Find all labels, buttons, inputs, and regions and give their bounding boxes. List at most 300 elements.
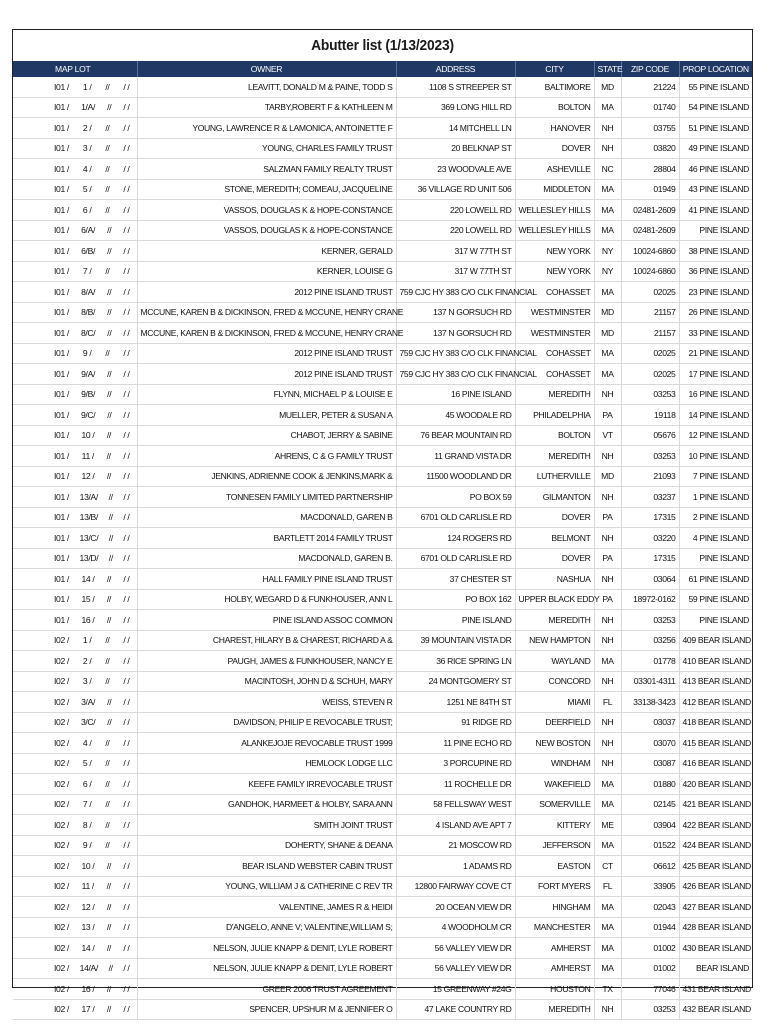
cell-state: MA [594,958,621,979]
cell-address: 1 ADAMS RD [396,856,515,877]
sub-lot-separator: // [105,758,110,769]
cell-zip: 21093 [621,466,679,487]
cell-address: 20 OCEAN VIEW DR [396,897,515,918]
cell-address: 16 PINE ISLAND [396,384,515,405]
sub-lot-separator: // [107,696,112,707]
lot-number: 13/C/ [79,532,99,543]
unit-separator: / / [123,635,130,646]
cell-zip: 03220 [621,528,679,549]
cell-map-lot [13,159,137,180]
cell-map-lot [13,794,137,815]
map-number: I02 / [54,717,69,728]
cell-owner: 2012 PINE ISLAND TRUST [137,343,396,364]
cell-owner: GANDHOK, HARMEET & HOLBY, SARA ANN [137,794,396,815]
cell-zip: 05676 [621,425,679,446]
cell-owner: NELSON, JULIE KNAPP & DENIT, LYLE ROBERT [137,938,396,959]
map-number: I02 / [54,758,69,769]
table-row [13,958,752,979]
cell-address: 36 RICE SPRING LN [396,651,515,672]
cell-owner: 2012 PINE ISLAND TRUST [137,282,396,303]
cell-address: 6701 OLD CARLISLE RD [396,507,515,528]
cell-city: BOLTON [515,97,594,118]
lot-number: 14 / [81,942,95,953]
cell-city: AMHERST [515,938,594,959]
cell-zip: 02025 [621,364,679,385]
sub-lot-separator: // [106,573,111,584]
map-number: I02 / [54,840,69,851]
cell-prop-location: PINE ISLAND [679,548,752,569]
map-number: I01 / [54,122,69,133]
cell-map-lot [13,692,137,713]
table-row [13,97,752,118]
lot-number: 7 / [82,266,92,277]
cell-city: AMHERST [515,958,594,979]
sub-lot-separator: // [107,102,112,113]
cell-map-lot [13,487,137,508]
cell-prop-location: 1 PINE ISLAND [679,487,752,508]
cell-map-lot [13,548,137,569]
cell-address: 137 N GORSUCH RD [396,302,515,323]
cell-owner: SALZMAN FAMILY REALTY TRUST [137,159,396,180]
cell-prop-location: 14 PINE ISLAND [679,405,752,426]
lot-number: 16 / [81,614,95,625]
map-number: I01 / [54,225,69,236]
cell-address: 6701 OLD CARLISLE RD [396,548,515,569]
cell-state: NH [594,610,621,631]
cell-owner: YOUNG, LAWRENCE R & LAMONICA, ANTOINETTE F [137,118,396,139]
cell-prop-location: 422 BEAR ISLAND [679,815,752,836]
cell-prop-location: BEAR ISLAND [679,958,752,979]
map-number: I01 / [54,245,69,256]
cell-zip: 03301-4311 [621,671,679,692]
lot-number: 6 / [82,778,92,789]
cell-owner: HOLBY, WEGARD D & FUNKHOUSER, ANN L [137,589,396,610]
table-row [13,302,752,323]
table-row [13,794,752,815]
sub-lot-separator: // [106,881,111,892]
cell-map-lot [13,856,137,877]
table-row [13,774,752,795]
unit-separator: / / [123,922,130,933]
cell-address: 11 PINE ECHO RD [396,733,515,754]
cell-map-lot [13,200,137,221]
cell-city: BELMONT [515,528,594,549]
cell-zip: 33138-3423 [621,692,679,713]
cell-zip: 01522 [621,835,679,856]
cell-zip: 03253 [621,610,679,631]
cell-map-lot [13,589,137,610]
cell-zip: 01949 [621,179,679,200]
unit-separator: / / [123,409,130,420]
sub-lot-separator: // [105,81,110,92]
map-number: I01 / [54,81,69,92]
map-number: I01 / [54,286,69,297]
cell-state: NH [594,712,621,733]
cell-city: WESTMINSTER [515,302,594,323]
cell-zip: 33905 [621,876,679,897]
unit-separator: / / [123,327,130,338]
lot-number: 17 / [81,1004,95,1015]
cell-address: 37 CHESTER ST [396,569,515,590]
cell-map-lot [13,282,137,303]
table-row [13,466,752,487]
cell-map-lot [13,138,137,159]
cell-state: MD [594,302,621,323]
unit-separator: / / [123,491,130,502]
map-number: I01 / [54,553,69,564]
cell-prop-location: 424 BEAR ISLAND [679,835,752,856]
table-row [13,999,752,1020]
cell-state: NH [594,446,621,467]
cell-state: VT [594,425,621,446]
cell-zip: 01944 [621,917,679,938]
cell-city: MEREDITH [515,446,594,467]
unit-separator: / / [123,286,130,297]
lot-number: 9 / [82,840,92,851]
cell-city: GILMANTON [515,487,594,508]
table-header-row [13,61,752,77]
cell-address: PO BOX 162 [396,589,515,610]
cell-state: NC [594,159,621,180]
lot-number: 9/A/ [81,368,96,379]
cell-prop-location: 421 BEAR ISLAND [679,794,752,815]
cell-city: DEERFIELD [515,712,594,733]
cell-zip: 03755 [621,118,679,139]
lot-number: 1 / [82,635,92,646]
cell-owner: TONNESEN FAMILY LIMITED PARTNERSHIP [137,487,396,508]
cell-state: MA [594,835,621,856]
cell-zip: 02145 [621,794,679,815]
lot-number: 8/B/ [81,307,96,318]
unit-separator: / / [123,799,130,810]
map-number: I02 / [54,942,69,953]
lot-number: 7 / [82,799,92,810]
sub-lot-separator: // [108,963,113,974]
unit-separator: / / [123,143,130,154]
unit-separator: / / [123,348,130,359]
lot-number: 11 / [81,450,94,461]
cell-prop-location: 418 BEAR ISLAND [679,712,752,733]
sub-lot-separator: // [105,655,110,666]
cell-prop-location: 33 PINE ISLAND [679,323,752,344]
map-number: I02 / [54,819,69,830]
cell-city: UPPER BLACK EDDY [515,589,594,610]
cell-city: WAKEFIELD [515,774,594,795]
unit-separator: / / [123,512,130,523]
cell-prop-location: 54 PINE ISLAND [679,97,752,118]
cell-state: NY [594,261,621,282]
unit-separator: / / [123,163,130,174]
cell-prop-location: 61 PINE ISLAND [679,569,752,590]
cell-city: MIAMI [515,692,594,713]
lot-number: 6/A/ [81,225,96,236]
cell-map-lot [13,241,137,262]
cell-map-lot [13,569,137,590]
table-row [13,159,752,180]
cell-prop-location: PINE ISLAND [679,220,752,241]
cell-state: MA [594,364,621,385]
unit-separator: / / [123,717,130,728]
table-row [13,835,752,856]
cell-map-lot [13,979,137,1000]
lot-number: 15 / [81,594,95,605]
cell-map-lot [13,630,137,651]
cell-state: NH [594,384,621,405]
map-number: I01 / [54,430,69,441]
cell-address: 369 LONG HILL RD [396,97,515,118]
map-number: I01 / [54,389,69,400]
cell-map-lot [13,999,137,1020]
cell-zip: 10024-6860 [621,241,679,262]
cell-prop-location: 12 PINE ISLAND [679,425,752,446]
table-row [13,979,752,1000]
map-number: I02 / [54,983,69,994]
map-number: I01 / [54,143,69,154]
table-row [13,630,752,651]
cell-zip: 03904 [621,815,679,836]
header-map-lot: MAP LOT [13,61,137,77]
cell-prop-location: 431 BEAR ISLAND [679,979,752,1000]
cell-address: 47 LAKE COUNTRY RD [396,999,515,1020]
cell-zip: 02043 [621,897,679,918]
lot-number: 3/C/ [80,717,96,728]
header-prop-location: PROP LOCATION [679,61,752,77]
cell-owner: VASSOS, DOUGLAS K & HOPE-CONSTANCE [137,200,396,221]
unit-separator: / / [123,245,130,256]
cell-owner: KERNER, LOUISE G [137,261,396,282]
cell-prop-location: 428 BEAR ISLAND [679,917,752,938]
cell-city: NEW YORK [515,241,594,262]
cell-city: NEW BOSTON [515,733,594,754]
cell-prop-location: PINE ISLAND [679,610,752,631]
cell-state: PA [594,507,621,528]
cell-map-lot [13,897,137,918]
table-row [13,548,752,569]
table-row [13,138,752,159]
map-number: I01 / [54,307,69,318]
cell-city: SOMERVILLE [515,794,594,815]
sub-lot-separator: // [108,532,113,543]
cell-address: PO BOX 59 [396,487,515,508]
cell-city: DOVER [515,548,594,569]
lot-number: 16 / [81,983,95,994]
cell-map-lot [13,384,137,405]
sub-lot-separator: // [105,635,110,646]
lot-number: 12 / [81,471,95,482]
cell-prop-location: 426 BEAR ISLAND [679,876,752,897]
sub-lot-separator: // [105,799,110,810]
map-number: I01 / [54,327,69,338]
cell-prop-location: 432 BEAR ISLAND [679,999,752,1020]
cell-map-lot [13,753,137,774]
cell-map-lot [13,835,137,856]
table-row [13,384,752,405]
cell-prop-location: 41 PINE ISLAND [679,200,752,221]
cell-map-lot [13,446,137,467]
lot-number: 1 / [82,81,92,92]
cell-prop-location: 38 PINE ISLAND [679,241,752,262]
cell-owner: JENKINS, ADRIENNE COOK & JENKINS,MARK & [137,466,396,487]
header-address: ADDRESS [396,61,515,77]
cell-city: DOVER [515,138,594,159]
cell-map-lot [13,77,137,97]
cell-owner: MCCUNE, KAREN B & DICKINSON, FRED & MCCUNE, HENRY CRANE [137,323,396,344]
unit-separator: / / [123,860,130,871]
cell-map-lot [13,938,137,959]
cell-address: 137 N GORSUCH RD [396,323,515,344]
sub-lot-separator: // [105,266,110,277]
cell-prop-location: 7 PINE ISLAND [679,466,752,487]
cell-owner: ALANKEJOJE REVOCABLE TRUST 1999 [137,733,396,754]
cell-state: MD [594,323,621,344]
table-row [13,897,752,918]
unit-separator: / / [123,266,130,277]
sub-lot-separator: // [106,901,111,912]
sub-lot-separator: // [105,122,110,133]
sub-lot-separator: // [105,819,110,830]
unit-separator: / / [123,1004,130,1015]
cell-address: 759 CJC HY 383 C/O CLK FINANCIAL [396,343,515,364]
table-row [13,343,752,364]
lot-number: 8/C/ [80,327,96,338]
cell-owner: AHRENS, C & G FAMILY TRUST [137,446,396,467]
lot-number: 9/B/ [81,389,96,400]
cell-city: NEW HAMPTON [515,630,594,651]
cell-state: FL [594,876,621,897]
cell-owner: YOUNG, WILLIAM J & CATHERINE C REV TR [137,876,396,897]
table-row [13,220,752,241]
cell-city: MANCHESTER [515,917,594,938]
unit-separator: / / [123,758,130,769]
lot-number: 14/A/ [79,963,98,974]
cell-prop-location: 10 PINE ISLAND [679,446,752,467]
unit-separator: / / [123,696,130,707]
cell-zip: 06612 [621,856,679,877]
lot-number: 3 / [82,676,92,687]
cell-address: 4 ISLAND AVE APT 7 [396,815,515,836]
map-number: I02 / [54,963,69,974]
sub-lot-separator: // [106,430,111,441]
table-row [13,917,752,938]
map-number: I02 / [54,655,69,666]
cell-map-lot [13,302,137,323]
cell-city: MIDDLETON [515,179,594,200]
lot-number: 12 / [81,901,95,912]
cell-address: 91 RIDGE RD [396,712,515,733]
cell-prop-location: 17 PINE ISLAND [679,364,752,385]
table-row [13,179,752,200]
cell-zip: 02481-2609 [621,200,679,221]
cell-owner: MACDONALD, GAREN B [137,507,396,528]
cell-address: 21 MOSCOW RD [396,835,515,856]
map-number: I01 / [54,204,69,215]
cell-zip: 28804 [621,159,679,180]
sub-lot-separator: // [105,204,110,215]
unit-separator: / / [123,389,130,400]
cell-address: 20 BELKNAP ST [396,138,515,159]
cell-city: MEREDITH [515,610,594,631]
table-row [13,938,752,959]
unit-separator: / / [123,901,130,912]
cell-state: PA [594,548,621,569]
unit-separator: / / [123,614,130,625]
cell-city: WINDHAM [515,753,594,774]
cell-city: NEW YORK [515,261,594,282]
cell-owner: SPENCER, UPSHUR M & JENNIFER O [137,999,396,1020]
unit-separator: / / [123,840,130,851]
cell-address: 4 WOODHOLM CR [396,917,515,938]
cell-state: MA [594,794,621,815]
cell-owner: GREER 2006 TRUST AGREEMENT [137,979,396,1000]
lot-number: 5 / [82,758,92,769]
unit-separator: / / [123,81,130,92]
cell-address: 39 MOUNTAIN VISTA DR [396,630,515,651]
map-number: I01 / [54,594,69,605]
cell-state: NH [594,569,621,590]
cell-map-lot [13,610,137,631]
cell-state: MA [594,200,621,221]
cell-state: NH [594,733,621,754]
cell-prop-location: 413 BEAR ISLAND [679,671,752,692]
unit-separator: / / [123,102,130,113]
cell-zip: 10024-6860 [621,261,679,282]
cell-map-lot [13,118,137,139]
cell-owner: STONE, MEREDITH; COMEAU, JACQUELINE [137,179,396,200]
cell-city: FORT MYERS [515,876,594,897]
sub-lot-separator: // [107,717,112,728]
abutter-table [13,61,752,1020]
lot-number: 4 / [82,163,92,174]
cell-prop-location: 412 BEAR ISLAND [679,692,752,713]
cell-owner: MACDONALD, GAREN B. [137,548,396,569]
cell-prop-location: 59 PINE ISLAND [679,589,752,610]
cell-zip: 03237 [621,487,679,508]
map-number: I02 / [54,696,69,707]
cell-address: 45 WOODALE RD [396,405,515,426]
map-number: I01 / [54,471,69,482]
header-owner: OWNER [137,61,396,77]
cell-owner: MCCUNE, KAREN B & DICKINSON, FRED & MCCUNE, HENRY CRANE [137,302,396,323]
cell-owner: FLYNN, MICHAEL P & LOUISE E [137,384,396,405]
cell-map-lot [13,179,137,200]
cell-owner: CHAREST, HILARY B & CHAREST, RICHARD A & [137,630,396,651]
cell-map-lot [13,712,137,733]
unit-separator: / / [123,676,130,687]
cell-address: 317 W 77TH ST [396,241,515,262]
cell-owner: KEEFE FAMILY IRREVOCABLE TRUST [137,774,396,795]
cell-city: HOUSTON [515,979,594,1000]
cell-map-lot [13,261,137,282]
cell-map-lot [13,774,137,795]
table-row [13,753,752,774]
table-row [13,712,752,733]
map-number: I02 / [54,799,69,810]
cell-map-lot [13,323,137,344]
table-row [13,77,752,97]
table-row [13,241,752,262]
cell-zip: 02025 [621,282,679,303]
cell-owner: SMITH JOINT TRUST [137,815,396,836]
sub-lot-separator: // [107,368,112,379]
table-row [13,589,752,610]
cell-address: 11500 WOODLAND DR [396,466,515,487]
sub-lot-separator: // [107,307,112,318]
cell-owner: TARBY,ROBERT F & KATHLEEN M [137,97,396,118]
cell-address: 15 GREENWAY #24G [396,979,515,1000]
cell-zip: 77046 [621,979,679,1000]
cell-state: MA [594,917,621,938]
lot-number: 13/D/ [79,553,99,564]
